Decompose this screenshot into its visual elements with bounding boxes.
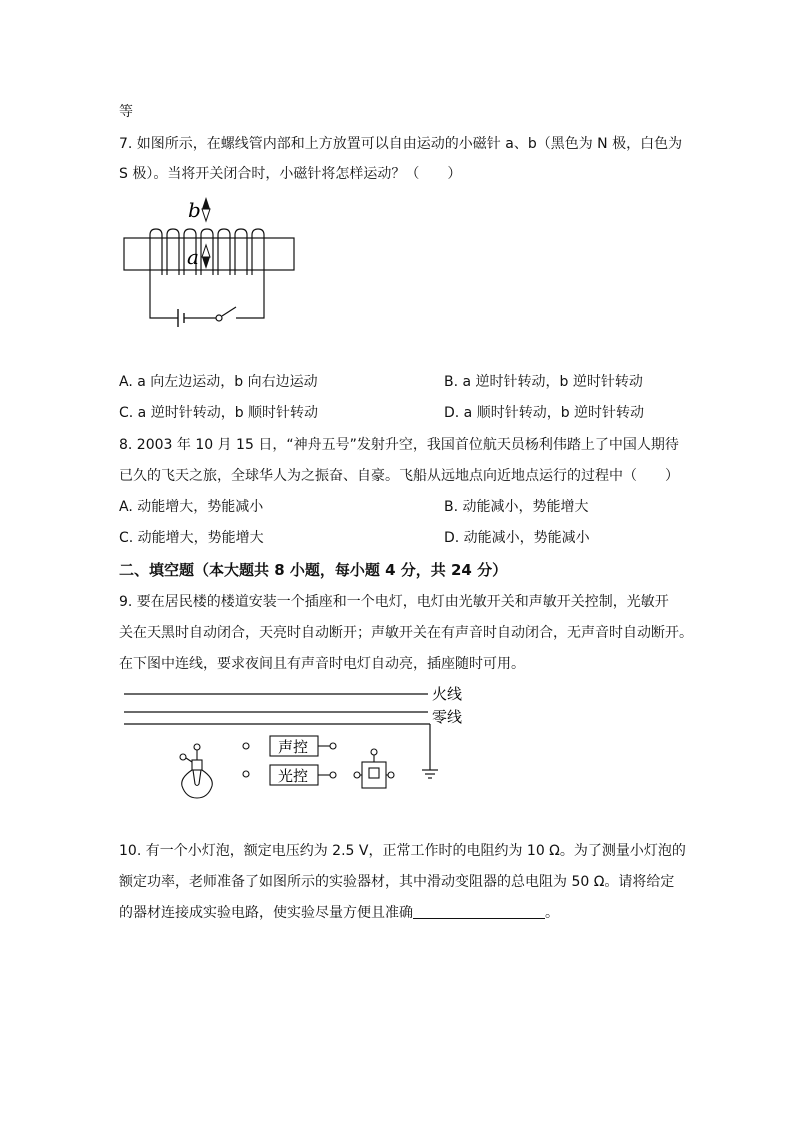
q7-stem-line1: 7. 如图所示，在螺线管内部和上方放置可以自由运动的小磁针 a、b（黑色为 N 极，白色为 [119, 136, 683, 152]
q7-option-b[interactable]: B. a 逆时针转动，b 逆时针转动 [444, 374, 643, 390]
compass-b-label: b [188, 198, 201, 222]
q9-stem-line2: 关在天黑时自动闭合，天亮时自动断开；声敏开关在有声音时自动闭合，无声音时自动断开。 [119, 625, 693, 641]
q8-option-a[interactable]: A. 动能增大，势能减小 [119, 499, 264, 515]
q7-option-a[interactable]: A. a 向左边运动，b 向右边运动 [119, 374, 318, 390]
q10-stem-line3-end: 。 [545, 905, 559, 921]
switch-icon [216, 307, 236, 321]
live-wire-label: 火线 [432, 687, 463, 703]
terminal-dot[interactable] [243, 771, 249, 777]
compass-a-label: a [187, 245, 199, 269]
battery-icon [178, 309, 184, 327]
circuit-wires [150, 275, 264, 318]
q7-option-c[interactable]: C. a 逆时针转动，b 顺时针转动 [119, 405, 319, 421]
wiring-figure [120, 680, 480, 805]
q7-stem-line2: S 极）。当将开关闭合时，小磁针将怎样运动？（ ） [119, 166, 462, 182]
q8-option-d[interactable]: D. 动能减小，势能减小 [444, 530, 590, 546]
sound-switch-label: 声控 [278, 740, 309, 756]
terminal-dot[interactable] [330, 743, 336, 749]
q10-stem-line3 [119, 903, 559, 923]
q8-stem-line1: 8. 2003 年 10 月 15 日，“神舟五号”发射升空，我国首位航天员杨利伟踏上了中国人期待 [119, 437, 679, 453]
section-heading: 二、填空题（本大题共 8 小题，每小题 4 分，共 24 分） [119, 561, 508, 579]
q10-stem-line1: 10. 有一个小灯泡，额定电压约为 2.5 V，正常工作时的电阻约为 10 Ω。为了测量小灯泡的 [119, 843, 686, 859]
q9-stem-line3: 在下图中连线，要求夜间且有声音时电灯自动亮，插座随时可用。 [119, 656, 525, 672]
compass-b-icon [202, 197, 210, 221]
ground-icon [422, 770, 438, 778]
light-switch-label: 光控 [278, 769, 309, 785]
q9-stem-line1: 9. 要在居民楼的楼道安装一个插座和一个电灯，电灯由光敏开关和声敏开关控制，光敏开 [119, 594, 669, 610]
neutral-wire-label: 零线 [432, 710, 463, 726]
q10-stem-line2: 额定功率，老师准备了如图所示的实验器材，其中滑动变阻器的总电阻为 50 Ω。请将给定 [119, 874, 675, 890]
solenoid-figure [120, 195, 300, 330]
compass-a-icon [202, 245, 210, 269]
terminal-dot[interactable] [243, 743, 249, 749]
q8-option-c[interactable]: C. 动能增大，势能增大 [119, 530, 264, 546]
continuation-text: 等 [119, 104, 133, 120]
q7-option-d[interactable]: D. a 顺时针转动，b 逆时针转动 [444, 405, 645, 421]
light-bulb-icon [180, 744, 212, 798]
terminal-dot[interactable] [330, 772, 336, 778]
socket-icon [354, 749, 394, 788]
q8-stem-line2: 已久的飞天之旅，全球华人为之振奋、自豪。飞船从远地点向近地点运行的过程中（ ） [119, 468, 679, 484]
q8-option-b[interactable]: B. 动能减小，势能增大 [444, 499, 589, 515]
answer-blank[interactable] [413, 904, 545, 919]
q10-stem-line3-text: 的器材连接成实验电路，使实验尽量方便且准确 [119, 905, 413, 921]
